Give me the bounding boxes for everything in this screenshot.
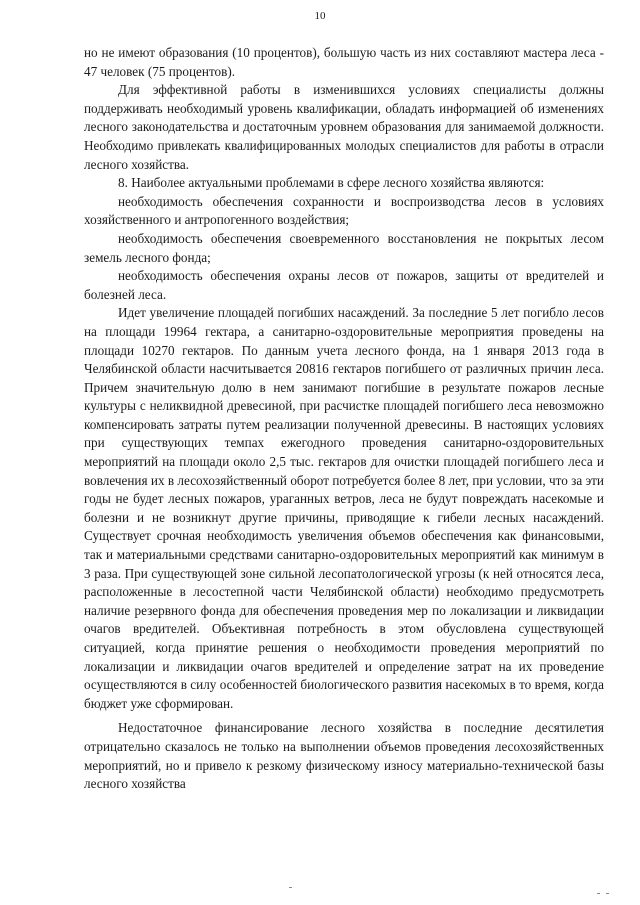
- paragraph-dead-stands: Идет увеличение площадей погибших насаждений. За последние 5 лет погибло лесов на площади 19964 гектара, а санитарно-оздоровительные мероприятия проведены на площади 10270 гектаров. По данным учета лесного фонда, на 1 января 2013 года в Челябинской области насчитывается 20816 гектаров погибшего от различных причин леса. Причем значительную долю в нем занимают погибшие в результате пожаров лесные культуры с неликвидной древесиной, при расчистке площадей погибшего леса невозможно компенсировать затраты путем реализации полученной древесины. В настоящих условиях при существующих темпах ежегодного проведения санитарно-оздоровительных мероприятий на площади около 2,5 тыс. гектаров для очистки площадей погибшего леса и вовлечения их в лесохозяйственный оборот потребуется более 8 лет, при условии, что за эти годы не будет лесных пожаров, ураганных ветров, леса не будут повреждать насекомые и болезни и не возникнут другие причины, приводящие к гибели лесных насаждений. Существует срочная необходимость увеличения объемов обеспечения как финансовыми, так и материальными средствами санитарно-оздоровительных мероприятий как минимум в 3 раза. При существующей зоне сильной лесопатологической угрозы (к ней относятся леса, расположенные в лесостепной части Челябинской области) необходимо предусмотреть наличие резервного фонда для обеспечения проведения мер по локализации и ликвидации очагов вредителей. Объективная потребность в этом обусловлена существующей ситуацией, когда принятие решения о необходимости проведения мероприятий по локализации и ликвидации очагов вредителей и определение затрат на их проведение осуществляются в силу особенностей биологического развития насекомых в то время, когда бюджет уже сформирован.: [84, 305, 604, 711]
- paragraph-problems-heading: 8. Наиболее актуальными проблемами в сфере лесного хозяйства являются:: [118, 175, 545, 191]
- paragraph-qualification: Для эффективной работы в изменившихся условиях специалисты должны поддерживать необходимый уровень квалификации, обладать информацией об изменениях лесного законодательства и достаточным уровнем образования для занимаемой должности. Необходимо привлекать квалифицированных молодых специалистов для работы в отрасли лесного хозяйства.: [84, 82, 604, 172]
- scan-speck: [597, 893, 600, 894]
- paragraph-underfunding: Недостаточное финансирование лесного хозяйства в последние десятилетия отрицательно сказалось не только на выполнении объемов проведения лесохозяйственных мероприятий, но и привело к резкому физическому износу материально-технической базы лесного хозяйства: [84, 720, 604, 792]
- page-number: 10: [314, 10, 326, 22]
- paragraph-problem-protection: необходимость обеспечения охраны лесов от пожаров, защиты от вредителей и болезней леса.: [84, 268, 604, 302]
- paragraph-education-continuation: но не имеют образования (10 процентов), большую часть из них составляют мастера леса - 47 человек (75 процентов).: [84, 45, 604, 79]
- paragraph-problem-preservation: необходимость обеспечения сохранности и воспроизводства лесов в условиях хозяйственного и антропогенного воздействия;: [84, 193, 604, 228]
- paragraph-problem-restoration: необходимость обеспечения своевременного восстановления не покрытых лесом земель лесного фонда;: [84, 230, 604, 265]
- body-text: [84, 44, 604, 794]
- scan-speck: [606, 893, 609, 894]
- scan-speck: [289, 887, 292, 888]
